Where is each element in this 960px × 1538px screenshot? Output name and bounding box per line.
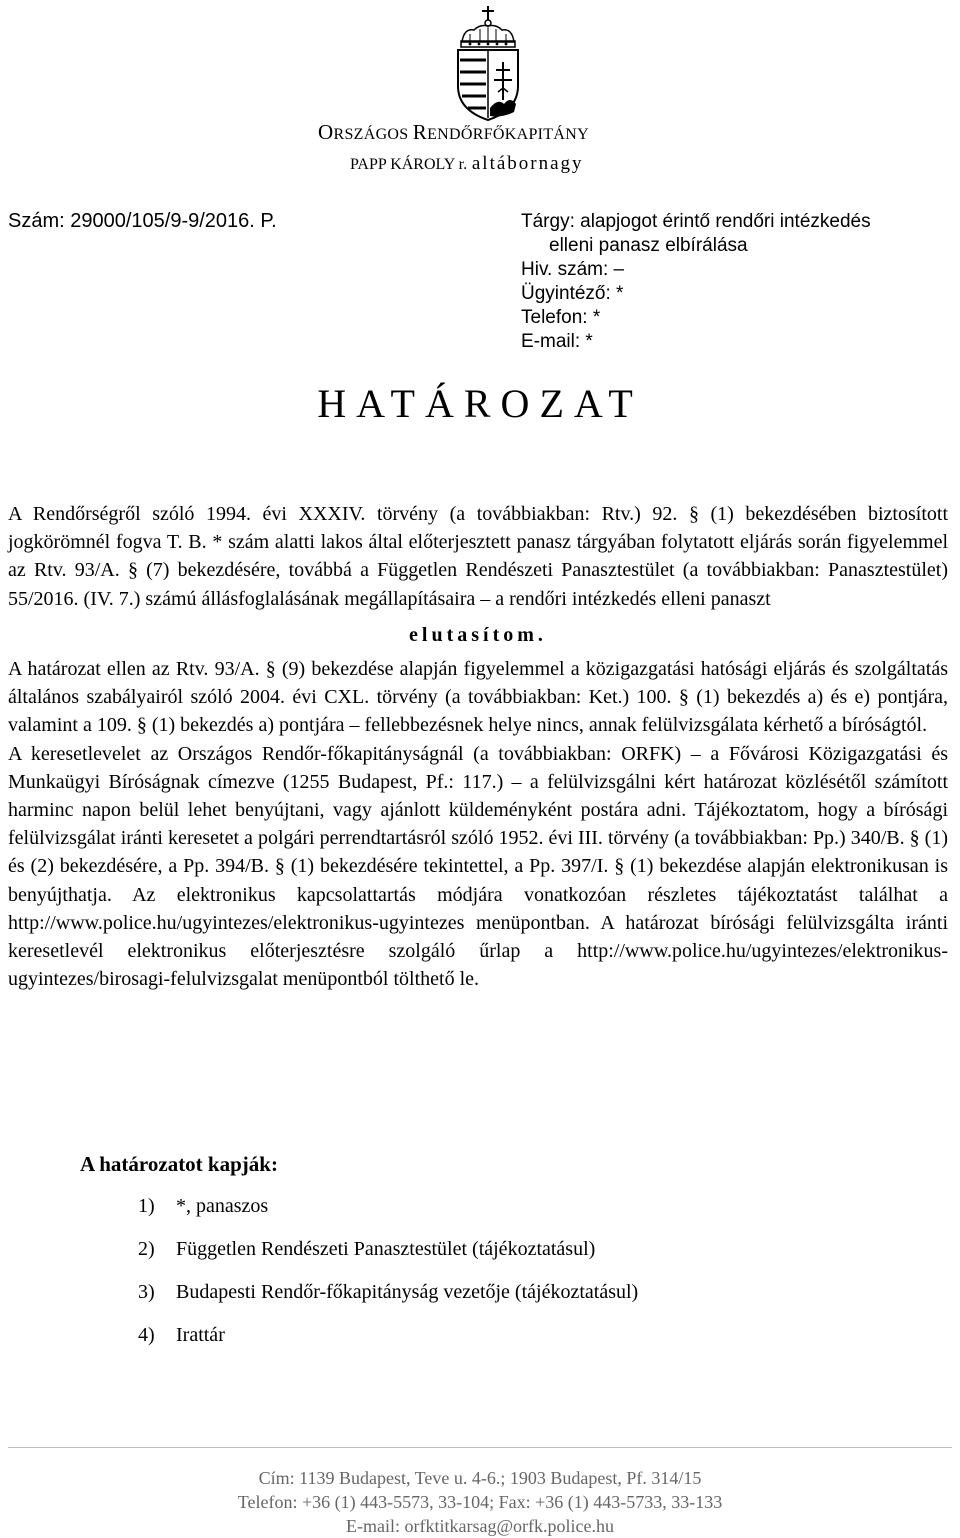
list-item-number: 2) [138,1238,155,1260]
list-item-number: 1) [138,1195,155,1217]
list-item-number: 4) [138,1324,155,1346]
document-body [8,500,948,993]
phone-field: Telefon: * [521,307,601,328]
list-item [138,1278,638,1321]
reference-number: Hiv. szám: – [521,259,625,280]
list-item-text: Irattár [176,1324,225,1346]
email-field: E-mail: * [521,331,593,352]
paragraph-decision-basis: A Rendőrségről szóló 1994. évi XXXIV. törvény (a továbbiakban: Rtv.) 92. § (1) bekezdésében biztosított jogkörömnél fogva T. B. * szám alatti lakos által előterjesztett panasz tárgyában folytatott eljárás során figyelemmel az Rtv. 93/A. § (7) bekezdésére, továbbá a Független Rendészeti Panasztestület (a továbbiakban: Panasztestület) 55/2016. (IV. 7.) számú állásfoglalásának megállapításaira – a rendőri intézkedés elleni panaszt [8,503,948,610]
paragraph-court-review: A keresetlevelet az Országos Rendőr-főkapitányságnál (a továbbiakban: ORFK) – a Fővárosi Közigazgatási és Munkaügyi Bíróságnak címezve (1255 Budapest, Pf.: 117.) – a felülvizsgálni kért határozat közlésétől számított harminc napon belül lehet benyújtani, vagy ajánlott küldeményként postára adni. Tájékoztatom, hogy a bírósági felülvizsgálat iránti keresetet a polgári perrendtartásról szóló 1952. évi III. törvény (a továbbiakban: Pp.) 340/B. § (1) és (2) bekezdésére, a Pp. 394/B. § (1) bekezdésére tekintettel, a Pp. 397/I. § (1) bekezdése alapján elektronikusan is benyújthatja. Az elektronikus kapcsolattartás módjára vonatkozóan részletes tájékoztatást találhat a http://www.police.hu/ugyintezes/elektronikus-ugyintezes menüpontban. A határozat bírósági felülvizsgálta iránti keresetlevél elektronikus előterjesztésre szolgáló űrlap a http://www.police.hu/ugyintezes/elektronikus-ugyintezes/birosagi-felulvizsgalat menüpontból tölthető le. [8,742,948,991]
list-item [138,1235,638,1278]
verdict-text: elutasítom. [409,623,547,646]
recipients-heading: A határozatot kapják: [80,1152,278,1176]
list-item [138,1321,638,1364]
footer-phone: Telefon: +36 (1) 443-5573, 33-104; Fax: +36 (1) 443-5733, 33-133 [237,1492,723,1512]
list-item-text: Független Rendészeti Panasztestület (tájékoztatásul) [176,1238,596,1260]
institution-name-smallcaps-2: ENDŐRFŐKAPITÁNY [427,126,589,143]
institution-name-initial-2: R [412,120,428,144]
subject-line-1: Tárgy: alapjogot érintő rendőri intézkedés [521,211,871,232]
subject-line-2: elleni panasz elbírálása [549,235,748,256]
paragraph-appeal: A határozat ellen az Rtv. 93/A. § (9) bekezdése alapján figyelemmel a közigazgatási hatósági eljárás és szolgáltatás általános szabályairól szóló 2004. évi CXL. törvény (a továbbiakban: Ket.) 100. § (1) bekezdés a) és e) pontjára, valamint a 109. § (1) bekezdés a) pontjára – fellebbezésnek helye nincs, annak felülvizsgálata kérhető a bíróságtól. [8,658,948,737]
list-item-text: *, panaszos [176,1195,269,1217]
footer-address: Cím: 1139 Budapest, Teve u. 4-6.; 1903 Budapest, Pf. 314/15 [258,1468,702,1488]
case-officer: Ügyintéző: * [521,283,624,304]
coat-of-arms-emblem [450,4,526,122]
list-item-number: 3) [138,1281,155,1303]
reference-block [521,210,871,354]
recipients-list [138,1192,638,1364]
signatory-name: PAPP KÁROLY r. [350,156,468,173]
case-number: Szám: 29000/105/9-9/2016. P. [8,210,277,232]
footer-divider [8,1447,952,1448]
list-item [138,1192,638,1235]
institution-name-smallcaps-1: RSZÁGOS [333,126,413,143]
institution-name-initial: O [318,120,334,144]
signatory [350,153,584,175]
footer-email: E-mail: orfktitkarsag@orfk.police.hu [346,1516,614,1536]
list-item-text: Budapesti Rendőr-főkapitányság vezetője (tájékoztatásul) [176,1281,639,1303]
document-title: HATÁROZAT [317,381,643,426]
footer [0,1466,960,1538]
institution-name [318,120,589,145]
signatory-rank: altábornagy [471,153,584,174]
